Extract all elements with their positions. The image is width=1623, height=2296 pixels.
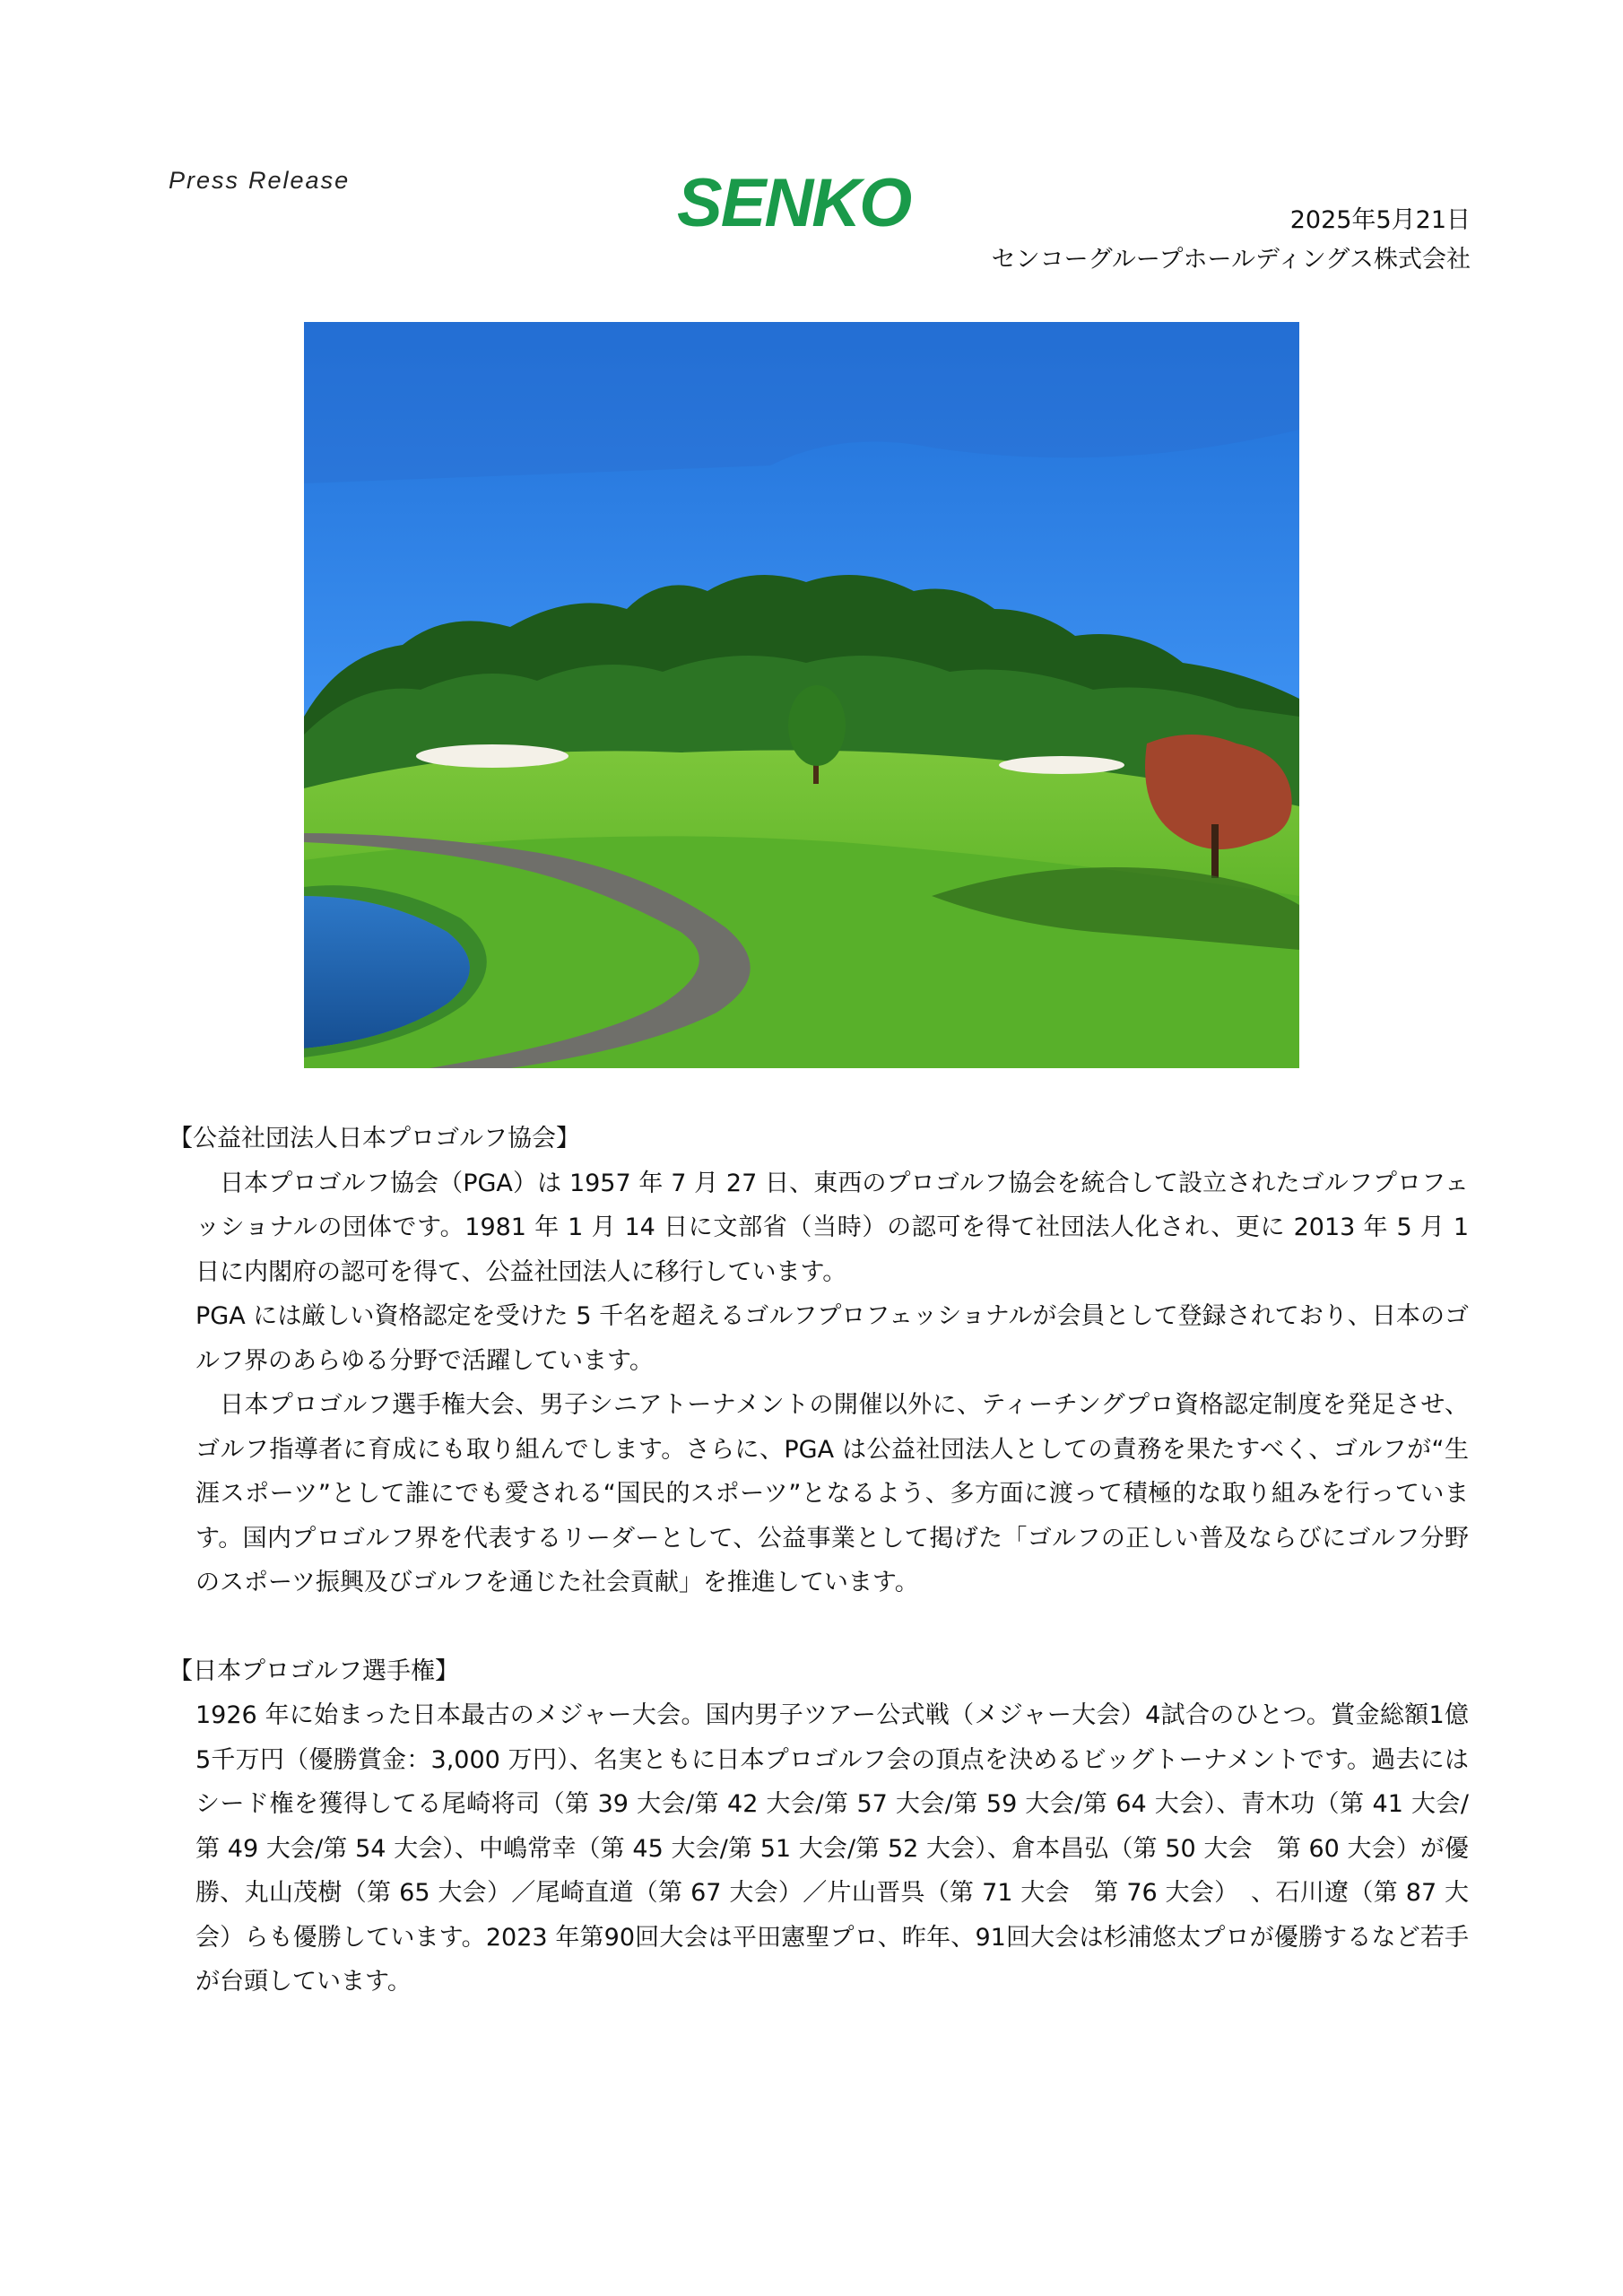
section-title-pga: 【公益社団法人日本プロゴルフ協会】 bbox=[169, 1125, 580, 1152]
section-gap bbox=[169, 1605, 1469, 1649]
championship-paragraph-1: 1926 年に始まった日本最古のメジャー大会。国内男子ツアー公式戦（メジャー大会）4試合のひとつ。賞金総額1億5千万円（優勝賞金：3,000 万円）、名実ともに日本プロゴルフ会の頂点を決めるビッグトーナメントです。過去にはシード権を獲得してる尾崎将司（第 39 大会/第 42 大会/第 57 大会/第 59 大会/第 64 大会）、青木功（第 41 大会/第 49 大会/第 54 大会）、中嶋常幸（第 45 大会/第 51 大会/第 52 大会）、倉本昌弘（第 50 大会 第 60 大会）が優勝、丸山茂樹（第 65 大会）／尾崎直道（第 67 大会）／片山晋呉（第 71 大会 第 76 大会） 、石川遼（第 87 大会）らも優勝しています。2023 年第90回大会は平田憲聖プロ、昨年、91回大会は杉浦悠太プロが優勝するなど若手が台頭しています。 bbox=[195, 1701, 1469, 1996]
section-title-championship: 【日本プロゴルフ選手権】 bbox=[169, 1657, 459, 1685]
company-name: センコーグループホールディングス株式会社 bbox=[991, 246, 1471, 274]
pga-paragraph-3: 日本プロゴルフ選手権大会、男子シニアトーナメントの開催以外に、ティーチングプロ資格認定制度を発足させ、ゴルフ指導者に育成にも取り組んでします。さらに、PGA は公益社団法人としての責務を果たすべく、ゴルフが“生涯スポーツ”として誰にでも愛される“国民的スポーツ”となるよう、多方面に渡って積極的な取り組みを行っています。国内プロゴルフ界を代表するリーダーとして、公益事業として掲げた「ゴルフの正しい普及ならびにゴルフ分野のスポーツ振興及びゴルフを通じた社会貢献」を推進しています。 bbox=[195, 1391, 1469, 1596]
body-content bbox=[169, 1117, 1469, 2005]
senko-logo: SENKO bbox=[677, 165, 911, 241]
press-release-label bbox=[169, 167, 350, 195]
press-word: Press bbox=[169, 167, 240, 194]
release-date: 2025年5月21日 bbox=[1289, 206, 1471, 234]
golf-course-photo bbox=[304, 322, 1299, 1068]
pga-paragraph-2: PGA には厳しい資格認定を受けた 5 千名を超えるゴルフプロフェッショナルが会員として登録されており、日本のゴルフ界のあらゆる分野で活躍しています。 bbox=[195, 1302, 1469, 1375]
pga-paragraph-1: 日本プロゴルフ協会（PGA）は 1957 年 7 月 27 日、東西のプロゴルフ協会を統合して設立されたゴルフプロフェッショナルの団体です。1981 年 1 月 14 日に文部省（当時）の認可を得て社団法人化され、更に 2013 年 5 月 1 日に内閣府の認可を得て、公益社団法人に移行しています。 bbox=[195, 1169, 1469, 1286]
release-word: Release bbox=[248, 167, 351, 194]
header-info bbox=[992, 201, 1471, 280]
